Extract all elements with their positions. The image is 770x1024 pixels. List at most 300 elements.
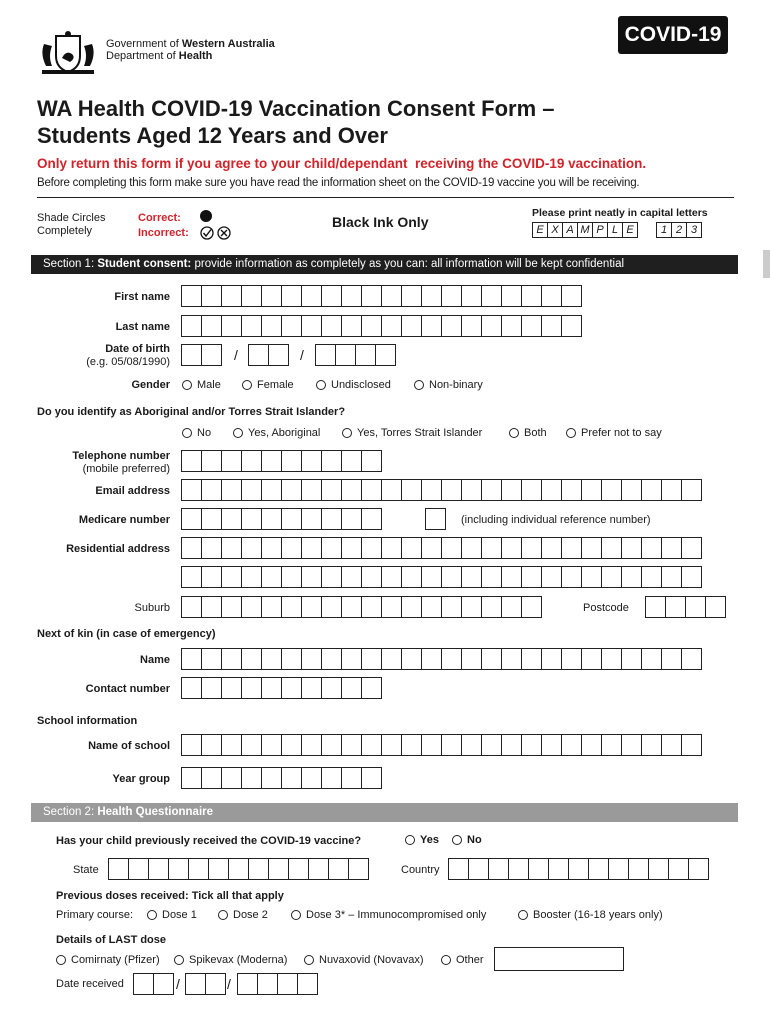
- char-box[interactable]: [241, 767, 262, 789]
- char-box[interactable]: [321, 677, 342, 699]
- char-box[interactable]: [461, 596, 482, 618]
- char-box[interactable]: [301, 450, 322, 472]
- char-box[interactable]: [297, 973, 318, 995]
- dose-option-booster[interactable]: [518, 909, 663, 921]
- char-box[interactable]: [321, 596, 342, 618]
- char-box[interactable]: [641, 566, 662, 588]
- char-box[interactable]: [521, 285, 542, 307]
- char-box[interactable]: [221, 315, 242, 337]
- dose-option-2[interactable]: [218, 909, 268, 921]
- other-vaccine-field[interactable]: [494, 947, 624, 971]
- char-box[interactable]: [261, 734, 282, 756]
- char-box[interactable]: [441, 537, 462, 559]
- char-box[interactable]: [241, 508, 262, 530]
- nok-contact-field[interactable]: [181, 677, 381, 699]
- char-box[interactable]: [221, 677, 242, 699]
- char-box[interactable]: [705, 596, 726, 618]
- char-box[interactable]: [501, 315, 522, 337]
- char-box[interactable]: [181, 508, 202, 530]
- vaccine-option-novavax[interactable]: [304, 954, 424, 966]
- year-group-field[interactable]: [181, 767, 381, 789]
- prev-vaccine-no[interactable]: [452, 834, 482, 846]
- char-box[interactable]: [501, 566, 522, 588]
- date-received-month-field[interactable]: [185, 973, 225, 995]
- char-box[interactable]: [521, 537, 542, 559]
- suburb-field[interactable]: [181, 596, 541, 618]
- char-box[interactable]: [521, 479, 542, 501]
- char-box[interactable]: [355, 344, 376, 366]
- char-box[interactable]: [441, 315, 462, 337]
- atsi-option-no[interactable]: [182, 427, 211, 439]
- char-box[interactable]: [301, 767, 322, 789]
- char-box[interactable]: [221, 734, 242, 756]
- vaccine-option-pfizer[interactable]: [56, 954, 160, 966]
- char-box[interactable]: [281, 479, 302, 501]
- char-box[interactable]: [301, 479, 322, 501]
- char-box[interactable]: [581, 537, 602, 559]
- char-box[interactable]: [561, 648, 582, 670]
- char-box[interactable]: [181, 734, 202, 756]
- dob-year-field[interactable]: [315, 344, 395, 366]
- char-box[interactable]: [201, 566, 222, 588]
- char-box[interactable]: [335, 344, 356, 366]
- char-box[interactable]: [461, 315, 482, 337]
- char-box[interactable]: [648, 858, 669, 880]
- char-box[interactable]: [561, 537, 582, 559]
- char-box[interactable]: [361, 450, 382, 472]
- atsi-option-prefer-not[interactable]: [566, 427, 662, 439]
- char-box[interactable]: [153, 973, 174, 995]
- char-box[interactable]: [645, 596, 666, 618]
- char-box[interactable]: [608, 858, 629, 880]
- char-box[interactable]: [361, 596, 382, 618]
- char-box[interactable]: [401, 734, 422, 756]
- char-box[interactable]: [108, 858, 129, 880]
- char-box[interactable]: [661, 566, 682, 588]
- char-box[interactable]: [481, 648, 502, 670]
- char-box[interactable]: [241, 734, 262, 756]
- char-box[interactable]: [621, 734, 642, 756]
- char-box[interactable]: [621, 479, 642, 501]
- char-box[interactable]: [221, 479, 242, 501]
- char-box[interactable]: [401, 285, 422, 307]
- char-box[interactable]: [401, 596, 422, 618]
- char-box[interactable]: [201, 596, 222, 618]
- char-box[interactable]: [501, 648, 522, 670]
- char-box[interactable]: [181, 767, 202, 789]
- char-box[interactable]: [221, 450, 242, 472]
- char-box[interactable]: [621, 566, 642, 588]
- char-box[interactable]: [421, 537, 442, 559]
- char-box[interactable]: [341, 596, 362, 618]
- char-box[interactable]: [321, 734, 342, 756]
- email-field[interactable]: [181, 479, 701, 501]
- char-box[interactable]: [541, 648, 562, 670]
- char-box[interactable]: [665, 596, 686, 618]
- gender-option-nonbinary[interactable]: [414, 379, 483, 391]
- char-box[interactable]: [281, 734, 302, 756]
- char-box[interactable]: [281, 677, 302, 699]
- char-box[interactable]: [348, 858, 369, 880]
- char-box[interactable]: [588, 858, 609, 880]
- char-box[interactable]: [181, 596, 202, 618]
- dose-option-1[interactable]: [147, 909, 197, 921]
- char-box[interactable]: [281, 537, 302, 559]
- char-box[interactable]: [277, 973, 298, 995]
- char-box[interactable]: [401, 479, 422, 501]
- char-box[interactable]: [601, 566, 622, 588]
- char-box[interactable]: [541, 537, 562, 559]
- char-box[interactable]: [461, 479, 482, 501]
- char-box[interactable]: [205, 973, 226, 995]
- char-box[interactable]: [581, 648, 602, 670]
- char-box[interactable]: [341, 566, 362, 588]
- char-box[interactable]: [241, 537, 262, 559]
- char-box[interactable]: [561, 285, 582, 307]
- char-box[interactable]: [261, 537, 282, 559]
- char-box[interactable]: [288, 858, 309, 880]
- char-box[interactable]: [401, 566, 422, 588]
- char-box[interactable]: [661, 734, 682, 756]
- char-box[interactable]: [481, 285, 502, 307]
- char-box[interactable]: [541, 734, 562, 756]
- char-box[interactable]: [361, 767, 382, 789]
- postcode-field[interactable]: [645, 596, 725, 618]
- char-box[interactable]: [481, 596, 502, 618]
- char-box[interactable]: [421, 479, 442, 501]
- char-box[interactable]: [201, 537, 222, 559]
- char-box[interactable]: [261, 648, 282, 670]
- char-box[interactable]: [508, 858, 529, 880]
- char-box[interactable]: [341, 450, 362, 472]
- char-box[interactable]: [628, 858, 649, 880]
- char-box[interactable]: [601, 537, 622, 559]
- char-box[interactable]: [488, 858, 509, 880]
- char-box[interactable]: [257, 973, 278, 995]
- char-box[interactable]: [361, 648, 382, 670]
- char-box[interactable]: [641, 648, 662, 670]
- char-box[interactable]: [268, 344, 289, 366]
- medicare-irn-field[interactable]: [425, 508, 445, 530]
- char-box[interactable]: [521, 566, 542, 588]
- atsi-option-aboriginal[interactable]: [233, 427, 320, 439]
- char-box[interactable]: [281, 450, 302, 472]
- char-box[interactable]: [341, 508, 362, 530]
- char-box[interactable]: [401, 537, 422, 559]
- gender-option-female[interactable]: [242, 379, 294, 391]
- char-box[interactable]: [441, 734, 462, 756]
- char-box[interactable]: [581, 734, 602, 756]
- char-box[interactable]: [148, 858, 169, 880]
- char-box[interactable]: [481, 537, 502, 559]
- char-box[interactable]: [248, 858, 269, 880]
- char-box[interactable]: [548, 858, 569, 880]
- char-box[interactable]: [381, 566, 402, 588]
- char-box[interactable]: [221, 596, 242, 618]
- char-box[interactable]: [681, 537, 702, 559]
- char-box[interactable]: [301, 566, 322, 588]
- char-box[interactable]: [208, 858, 229, 880]
- char-box[interactable]: [201, 315, 222, 337]
- char-box[interactable]: [381, 537, 402, 559]
- char-box[interactable]: [181, 677, 202, 699]
- char-box[interactable]: [341, 767, 362, 789]
- char-box[interactable]: [425, 508, 446, 530]
- char-box[interactable]: [181, 537, 202, 559]
- char-box[interactable]: [181, 566, 202, 588]
- char-box[interactable]: [381, 285, 402, 307]
- char-box[interactable]: [381, 479, 402, 501]
- char-box[interactable]: [221, 566, 242, 588]
- char-box[interactable]: [561, 734, 582, 756]
- char-box[interactable]: [181, 450, 202, 472]
- country-field[interactable]: [448, 858, 708, 880]
- date-received-day-field[interactable]: [133, 973, 173, 995]
- char-box[interactable]: [133, 973, 154, 995]
- char-box[interactable]: [201, 344, 222, 366]
- char-box[interactable]: [241, 566, 262, 588]
- char-box[interactable]: [561, 566, 582, 588]
- char-box[interactable]: [181, 344, 202, 366]
- char-box[interactable]: [301, 508, 322, 530]
- char-box[interactable]: [501, 596, 522, 618]
- char-box[interactable]: [601, 734, 622, 756]
- char-box[interactable]: [361, 508, 382, 530]
- char-box[interactable]: [321, 648, 342, 670]
- char-box[interactable]: [641, 734, 662, 756]
- char-box[interactable]: [321, 566, 342, 588]
- char-box[interactable]: [688, 858, 709, 880]
- char-box[interactable]: [341, 315, 362, 337]
- char-box[interactable]: [261, 285, 282, 307]
- char-box[interactable]: [621, 648, 642, 670]
- char-box[interactable]: [401, 315, 422, 337]
- char-box[interactable]: [128, 858, 149, 880]
- char-box[interactable]: [341, 677, 362, 699]
- char-box[interactable]: [401, 648, 422, 670]
- char-box[interactable]: [581, 479, 602, 501]
- address-line2-field[interactable]: [181, 566, 701, 588]
- gender-option-undisclosed[interactable]: [316, 379, 391, 391]
- char-box[interactable]: [361, 734, 382, 756]
- char-box[interactable]: [681, 479, 702, 501]
- char-box[interactable]: [261, 508, 282, 530]
- char-box[interactable]: [261, 767, 282, 789]
- char-box[interactable]: [308, 858, 329, 880]
- char-box[interactable]: [261, 677, 282, 699]
- char-box[interactable]: [201, 767, 222, 789]
- char-box[interactable]: [315, 344, 336, 366]
- char-box[interactable]: [261, 596, 282, 618]
- char-box[interactable]: [261, 315, 282, 337]
- char-box[interactable]: [668, 858, 689, 880]
- char-box[interactable]: [321, 450, 342, 472]
- char-box[interactable]: [341, 648, 362, 670]
- dob-month-field[interactable]: [248, 344, 288, 366]
- char-box[interactable]: [201, 648, 222, 670]
- char-box[interactable]: [361, 677, 382, 699]
- char-box[interactable]: [421, 315, 442, 337]
- char-box[interactable]: [261, 479, 282, 501]
- char-box[interactable]: [381, 734, 402, 756]
- char-box[interactable]: [321, 285, 342, 307]
- char-box[interactable]: [321, 537, 342, 559]
- last-name-field[interactable]: [181, 315, 581, 337]
- char-box[interactable]: [661, 648, 682, 670]
- char-box[interactable]: [281, 566, 302, 588]
- char-box[interactable]: [301, 596, 322, 618]
- medicare-field[interactable]: [181, 508, 381, 530]
- char-box[interactable]: [561, 315, 582, 337]
- char-box[interactable]: [361, 537, 382, 559]
- char-box[interactable]: [421, 596, 442, 618]
- char-box[interactable]: [521, 596, 542, 618]
- char-box[interactable]: [301, 648, 322, 670]
- char-box[interactable]: [481, 734, 502, 756]
- char-box[interactable]: [568, 858, 589, 880]
- char-box[interactable]: [241, 285, 262, 307]
- char-box[interactable]: [341, 479, 362, 501]
- char-box[interactable]: [481, 315, 502, 337]
- char-box[interactable]: [281, 596, 302, 618]
- char-box[interactable]: [461, 734, 482, 756]
- char-box[interactable]: [641, 537, 662, 559]
- char-box[interactable]: [201, 285, 222, 307]
- gender-option-male[interactable]: [182, 379, 221, 391]
- char-box[interactable]: [281, 508, 302, 530]
- char-box[interactable]: [221, 537, 242, 559]
- date-received-year-field[interactable]: [237, 973, 317, 995]
- char-box[interactable]: [341, 285, 362, 307]
- char-box[interactable]: [241, 677, 262, 699]
- char-box[interactable]: [221, 648, 242, 670]
- char-box[interactable]: [541, 285, 562, 307]
- char-box[interactable]: [328, 858, 349, 880]
- char-box[interactable]: [461, 537, 482, 559]
- char-box[interactable]: [221, 508, 242, 530]
- char-box[interactable]: [321, 479, 342, 501]
- char-box[interactable]: [241, 315, 262, 337]
- char-box[interactable]: [468, 858, 489, 880]
- char-box[interactable]: [681, 648, 702, 670]
- char-box[interactable]: [221, 285, 242, 307]
- char-box[interactable]: [501, 479, 522, 501]
- char-box[interactable]: [168, 858, 189, 880]
- char-box[interactable]: [421, 285, 442, 307]
- char-box[interactable]: [185, 973, 206, 995]
- char-box[interactable]: [601, 648, 622, 670]
- char-box[interactable]: [261, 566, 282, 588]
- char-box[interactable]: [441, 566, 462, 588]
- char-box[interactable]: [601, 479, 622, 501]
- char-box[interactable]: [201, 677, 222, 699]
- char-box[interactable]: [301, 315, 322, 337]
- char-box[interactable]: [441, 648, 462, 670]
- char-box[interactable]: [561, 479, 582, 501]
- char-box[interactable]: [341, 537, 362, 559]
- char-box[interactable]: [381, 596, 402, 618]
- first-name-field[interactable]: [181, 285, 581, 307]
- char-box[interactable]: [181, 285, 202, 307]
- char-box[interactable]: [237, 973, 258, 995]
- char-box[interactable]: [181, 479, 202, 501]
- char-box[interactable]: [321, 767, 342, 789]
- char-box[interactable]: [268, 858, 289, 880]
- nok-name-field[interactable]: [181, 648, 701, 670]
- char-box[interactable]: [541, 479, 562, 501]
- char-box[interactable]: [281, 648, 302, 670]
- dose-option-3[interactable]: [291, 909, 486, 921]
- char-box[interactable]: [521, 648, 542, 670]
- char-box[interactable]: [681, 734, 702, 756]
- address-line1-field[interactable]: [181, 537, 701, 559]
- prev-vaccine-yes[interactable]: [405, 834, 439, 846]
- char-box[interactable]: [421, 734, 442, 756]
- char-box[interactable]: [481, 479, 502, 501]
- char-box[interactable]: [361, 285, 382, 307]
- char-box[interactable]: [528, 858, 549, 880]
- char-box[interactable]: [241, 479, 262, 501]
- char-box[interactable]: [261, 450, 282, 472]
- char-box[interactable]: [501, 537, 522, 559]
- char-box[interactable]: [321, 508, 342, 530]
- char-box[interactable]: [281, 315, 302, 337]
- telephone-field[interactable]: [181, 450, 381, 472]
- char-box[interactable]: [201, 479, 222, 501]
- char-box[interactable]: [441, 596, 462, 618]
- char-box[interactable]: [201, 450, 222, 472]
- char-box[interactable]: [301, 537, 322, 559]
- char-box[interactable]: [375, 344, 396, 366]
- char-box[interactable]: [228, 858, 249, 880]
- char-box[interactable]: [241, 596, 262, 618]
- char-box[interactable]: [641, 479, 662, 501]
- char-box[interactable]: [661, 537, 682, 559]
- char-box[interactable]: [521, 734, 542, 756]
- char-box[interactable]: [201, 508, 222, 530]
- char-box[interactable]: [685, 596, 706, 618]
- char-box[interactable]: [181, 315, 202, 337]
- atsi-option-tsi[interactable]: [342, 427, 482, 439]
- school-name-field[interactable]: [181, 734, 701, 756]
- char-box[interactable]: [281, 767, 302, 789]
- char-box[interactable]: [521, 315, 542, 337]
- char-box[interactable]: [421, 566, 442, 588]
- char-box[interactable]: [541, 566, 562, 588]
- char-box[interactable]: [461, 648, 482, 670]
- char-box[interactable]: [501, 285, 522, 307]
- char-box[interactable]: [341, 734, 362, 756]
- atsi-option-both[interactable]: [509, 427, 547, 439]
- char-box[interactable]: [301, 734, 322, 756]
- char-box[interactable]: [381, 315, 402, 337]
- char-box[interactable]: [241, 450, 262, 472]
- dob-day-field[interactable]: [181, 344, 221, 366]
- vaccine-option-other[interactable]: [441, 954, 484, 966]
- char-box[interactable]: [461, 285, 482, 307]
- char-box[interactable]: [221, 767, 242, 789]
- char-box[interactable]: [661, 479, 682, 501]
- state-field[interactable]: [108, 858, 368, 880]
- char-box[interactable]: [321, 315, 342, 337]
- char-box[interactable]: [681, 566, 702, 588]
- char-box[interactable]: [481, 566, 502, 588]
- char-box[interactable]: [421, 648, 442, 670]
- char-box[interactable]: [461, 566, 482, 588]
- char-box[interactable]: [188, 858, 209, 880]
- char-box[interactable]: [301, 285, 322, 307]
- char-box[interactable]: [621, 537, 642, 559]
